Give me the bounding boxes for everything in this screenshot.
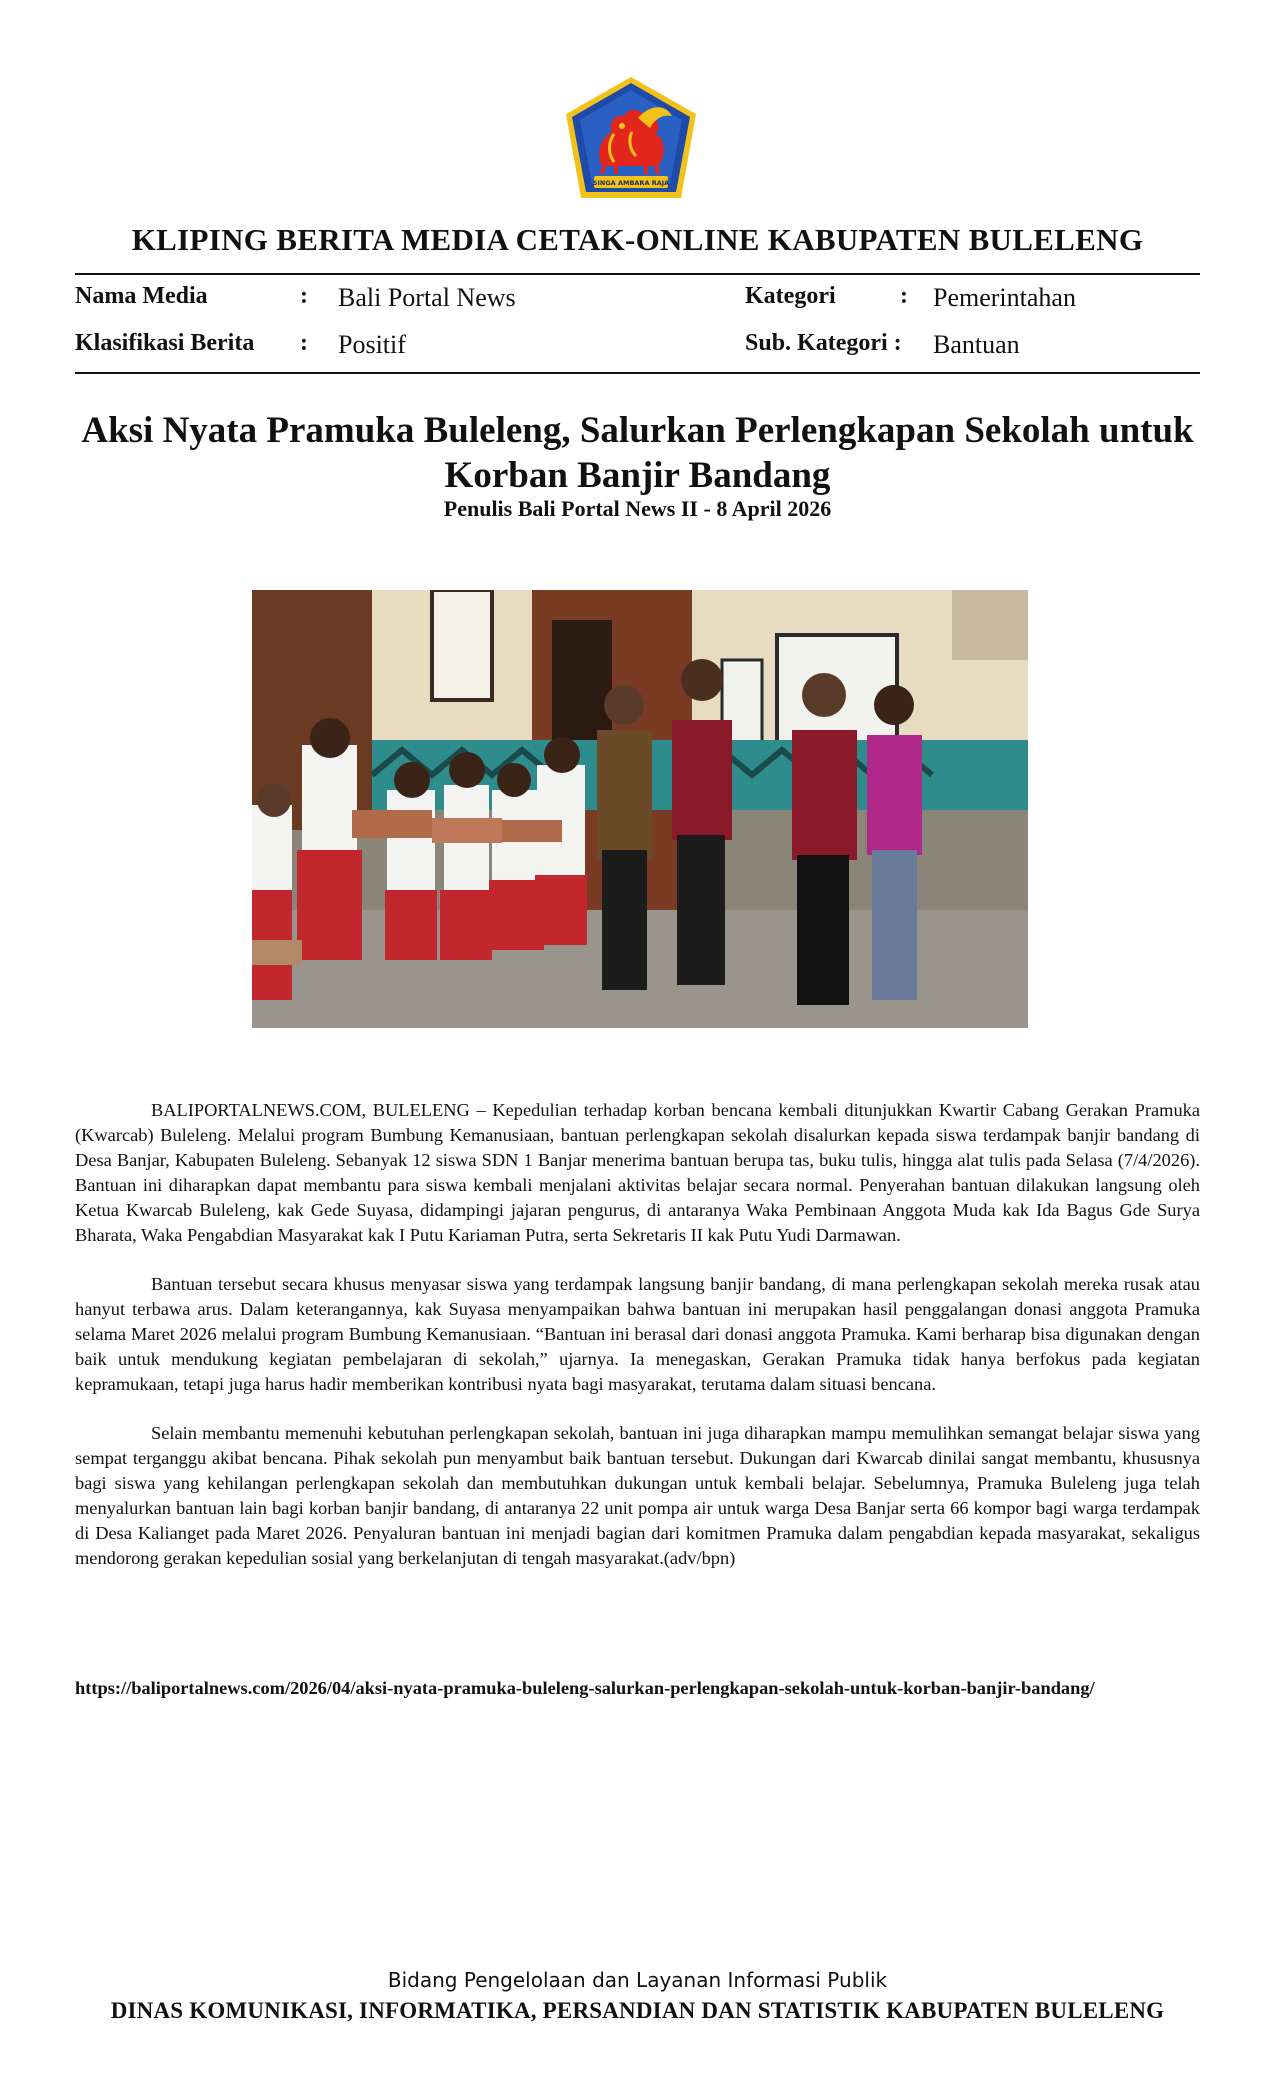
article-body (75, 1098, 1200, 1595)
article-paragraph: BALIPORTALNEWS.COM, BULELENG – Kepedulian terhadap korban bencana kembali ditunjukkan Kwartir Cabang Gerakan Pramuka (Kwarcab) Buleleng. Melalui program Bumbung Kemanusiaan, bantuan perlengkapan sekolah disalurkan kepada siswa terdampak banjir bandang di Desa Banjar, Kabupaten Buleleng. Sebanyak 12 siswa SDN 1 Banjar menerima bantuan berupa tas, buku tulis, hingga alat tulis pada Selasa (7/4/2026). Bantuan ini diharapkan dapat membantu para siswa kembali menjalani aktivitas belajar secara normal. Penyerahan bantuan dilakukan langsung oleh Ketua Kwarcab Buleleng, kak Gede Suyasa, didampingi jajaran pengurus, di antaranya Waka Pembinaan Anggota Muda kak Ida Bagus Gde Surya Bharata, Waka Pengabdian Masyarakat kak I Putu Kariaman Putra, serta Sekretaris II kak Putu Yudi Darmawan. (75, 1100, 1200, 1245)
kliping-title: KLIPING BERITA MEDIA CETAK-ONLINE KABUPATEN BULELENG (131, 222, 1144, 257)
klasifikasi-colon: : (300, 330, 308, 356)
nama-media-label: Nama Media (75, 283, 208, 309)
header-top-rule (75, 273, 1200, 275)
buleleng-regency-logo (562, 74, 700, 202)
header-bottom-rule (75, 372, 1200, 374)
kategori-colon: : (900, 283, 908, 309)
nama-media-value: Bali Portal News (338, 283, 516, 312)
article-paragraph: Bantuan tersebut secara khusus menyasar siswa yang terdampak langsung banjir bandang, di mana perlengkapan sekolah mereka rusak atau hanyut terbawa arus. Dalam keterangannya, kak Suyasa menyampaikan bahwa bantuan ini merupakan hasil penggalangan donasi anggota Pramuka selama Maret 2026 melalui program Bumbung Kemanusiaan. “Bantuan ini berasal dari donasi anggota Pramuka. Kami berharap bisa digunakan dengan baik untuk mendukung kegiatan pembelajaran di sekolah,” ujarnya. Ia menegaskan, Gerakan Pramuka tidak hanya berfokus pada kegiatan kepramukaan, tetapi juga harus hadir memberikan kontribusi nyata bagi masyarakat, terutama dalam situasi bencana. (75, 1274, 1200, 1394)
article-byline: Penulis Bali Portal News II - 8 April 2026 (443, 496, 832, 521)
footer-department: Bidang Pengelolaan dan Layanan Informasi Publik (387, 1968, 888, 1992)
sub-kategori-value: Bantuan (933, 330, 1020, 359)
article-paragraph: Selain membantu memenuhi kebutuhan perlengkapan sekolah, bantuan ini juga diharapkan mampu memulihkan semangat belajar siswa yang sempat terganggu akibat bencana. Pihak sekolah pun menyambut baik bantuan tersebut. Dukungan dari Kwarcab dinilai sangat membantu, khususnya bagi siswa yang kehilangan perlengkapan sekolah dan membutuhkan dukungan untuk kembali belajar. Sebelumnya, Pramuka Buleleng juga telah menyalurkan bantuan lain bagi korban banjir bandang, di antaranya 22 unit pompa air untuk warga Desa Banjar serta 66 kompor bagi warga terdampak di Desa Kalianget pada Maret 2026. Penyaluran bantuan ini menjadi bagian dari komitmen Pramuka dalam pengabdian kepada masyarakat, sekaligus mendorong gerakan kepedulian sosial yang berkelanjutan di tengah masyarakat.(adv/bpn) (75, 1423, 1200, 1568)
footer-agency: DINAS KOMUNIKASI, INFORMATIKA, PERSANDIAN DAN STATISTIK KABUPATEN BULELENG (110, 1998, 1165, 2023)
sub-kategori-label: Sub. Kategori : (745, 330, 902, 356)
source-link[interactable]: https://baliportalnews.com/2026/04/aksi-nyata-pramuka-buleleng-salurkan-perlengkapan-sekolah-untuk-korban-banjir-bandang/ (75, 1678, 1095, 1698)
nama-media-colon: : (300, 283, 308, 309)
kategori-value: Pemerintahan (933, 283, 1076, 312)
klasifikasi-value: Positif (338, 330, 406, 359)
article-photo (252, 590, 1028, 1028)
kategori-label: Kategori (745, 283, 836, 309)
article-headline: Aksi Nyata Pramuka Buleleng, Salurkan Perlengkapan Sekolah untuk Korban Banjir Bandang (81, 410, 1194, 496)
klasifikasi-label: Klasifikasi Berita (75, 330, 255, 356)
svg-text:SINGA AMBARA RAJA: SINGA AMBARA RAJA (592, 179, 670, 187)
